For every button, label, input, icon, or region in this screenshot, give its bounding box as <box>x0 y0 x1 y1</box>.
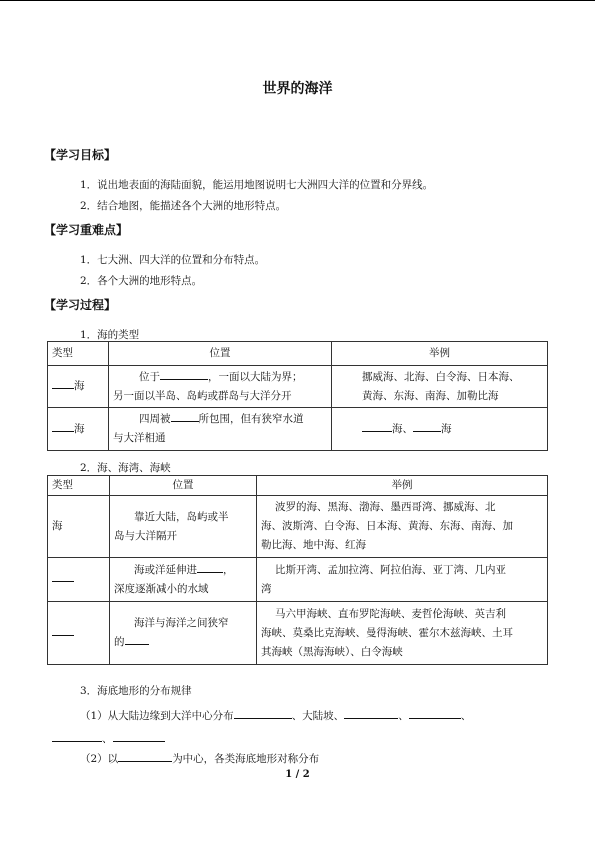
q3-line-1: （1）从大陆边缘到大洋中心分布 、大陆坡、 、 、 <box>80 707 471 723</box>
header-position: 位置 <box>110 476 257 496</box>
section-heading-process: 【学习过程】 <box>44 298 117 312</box>
header-example: 举例 <box>332 342 548 366</box>
example-cell: 波罗的海、黑海、渤海、墨西哥湾、挪威海、北 海、波斯湾、白令海、日本海、黄海、东海、南海、加 勒比海、地中海、红海 <box>257 496 548 558</box>
table-header-row <box>48 476 548 496</box>
answer-blank[interactable] <box>413 420 441 432</box>
q1-label: 1．海的类型 <box>80 329 140 341</box>
key-point-2: 2．各个大洲的地形特点。 <box>80 275 203 287</box>
page-number: 1 / 2 <box>285 769 310 780</box>
answer-blank[interactable] <box>52 730 102 742</box>
type-cell: 海 <box>48 366 109 408</box>
header-position: 位置 <box>109 342 332 366</box>
type-cell <box>48 558 110 602</box>
answer-blank[interactable] <box>160 368 208 380</box>
goal-item-1: 1．说出地表面的海陆面貌，能运用地图说明七大洲四大洋的位置和分界线。 <box>80 179 434 191</box>
position-cell: 靠近大陆，岛屿或半 岛与大洋隔开 <box>110 496 257 558</box>
table-row <box>48 366 548 408</box>
table-header-row <box>48 342 548 366</box>
header-type: 类型 <box>48 342 109 366</box>
table-row <box>48 408 548 451</box>
q3-line-2: 、 <box>52 730 165 746</box>
section-heading-goals: 【学习目标】 <box>44 148 117 162</box>
position-cell: 位于 ，一面以大陆为界； 另一面以半岛、岛屿或群岛与大洋分开 <box>109 366 332 408</box>
answer-blank[interactable] <box>52 570 74 582</box>
page-title: 世界的海洋 <box>262 81 333 97</box>
example-cell: 海、 海 <box>332 408 548 451</box>
position-cell: 海或洋延伸进 ， 深度逐渐减小的水域 <box>110 558 257 602</box>
type-cell: 海 <box>48 496 110 558</box>
table-row <box>48 558 548 602</box>
type-cell: 海 <box>48 408 109 451</box>
answer-blank[interactable] <box>118 750 172 762</box>
position-cell: 四周被 所包围，但有狭窄水道 与大洋相通 <box>109 408 332 451</box>
q3-line-3: （2）以 为中心，各类海底地形对称分布 <box>80 750 319 766</box>
type-cell <box>48 602 110 665</box>
answer-blank[interactable] <box>52 624 74 636</box>
answer-blank[interactable] <box>52 377 74 389</box>
header-type: 类型 <box>48 476 110 496</box>
example-cell: 马六甲海峡、直布罗陀海峡、麦哲伦海峡、英吉利 海峡、莫桑比克海峡、曼得海峡、霍尔木兹海峡、土耳 其海峡（黑海海峡）、白令海峡 <box>257 602 548 665</box>
answer-blank[interactable] <box>113 730 165 742</box>
top-rule <box>0 0 595 1</box>
goal-item-2: 2．结合地图，能描述各个大洲的地形特点。 <box>80 200 287 212</box>
answer-blank[interactable] <box>197 561 223 573</box>
q2-label: 2．海、海湾、海峡 <box>80 462 171 474</box>
example-cell: 挪威海、北海、白令海、日本海、 黄海、东海、南海、加勒比海 <box>332 366 548 408</box>
answer-blank[interactable] <box>171 410 199 422</box>
table-row <box>48 602 548 665</box>
answer-blank[interactable] <box>125 633 149 645</box>
section-heading-key-points: 【学习重难点】 <box>44 223 129 237</box>
q3-label: 3．海底地形的分布规律 <box>80 685 192 697</box>
header-example: 举例 <box>257 476 548 496</box>
answer-blank[interactable] <box>409 707 461 719</box>
key-point-1: 1．七大洲、四大洋的位置和分布特点。 <box>80 254 266 266</box>
table-row <box>48 496 548 558</box>
example-cell: 比斯开湾、孟加拉湾、阿拉伯海、亚丁湾、几内亚 湾 <box>257 558 548 602</box>
sea-types-table <box>47 341 548 451</box>
answer-blank[interactable] <box>344 707 398 719</box>
answer-blank[interactable] <box>234 707 292 719</box>
sea-bay-strait-table <box>47 475 548 665</box>
position-cell: 海洋与海洋之间狭窄 的 <box>110 602 257 665</box>
answer-blank[interactable] <box>362 420 392 432</box>
answer-blank[interactable] <box>52 420 74 432</box>
